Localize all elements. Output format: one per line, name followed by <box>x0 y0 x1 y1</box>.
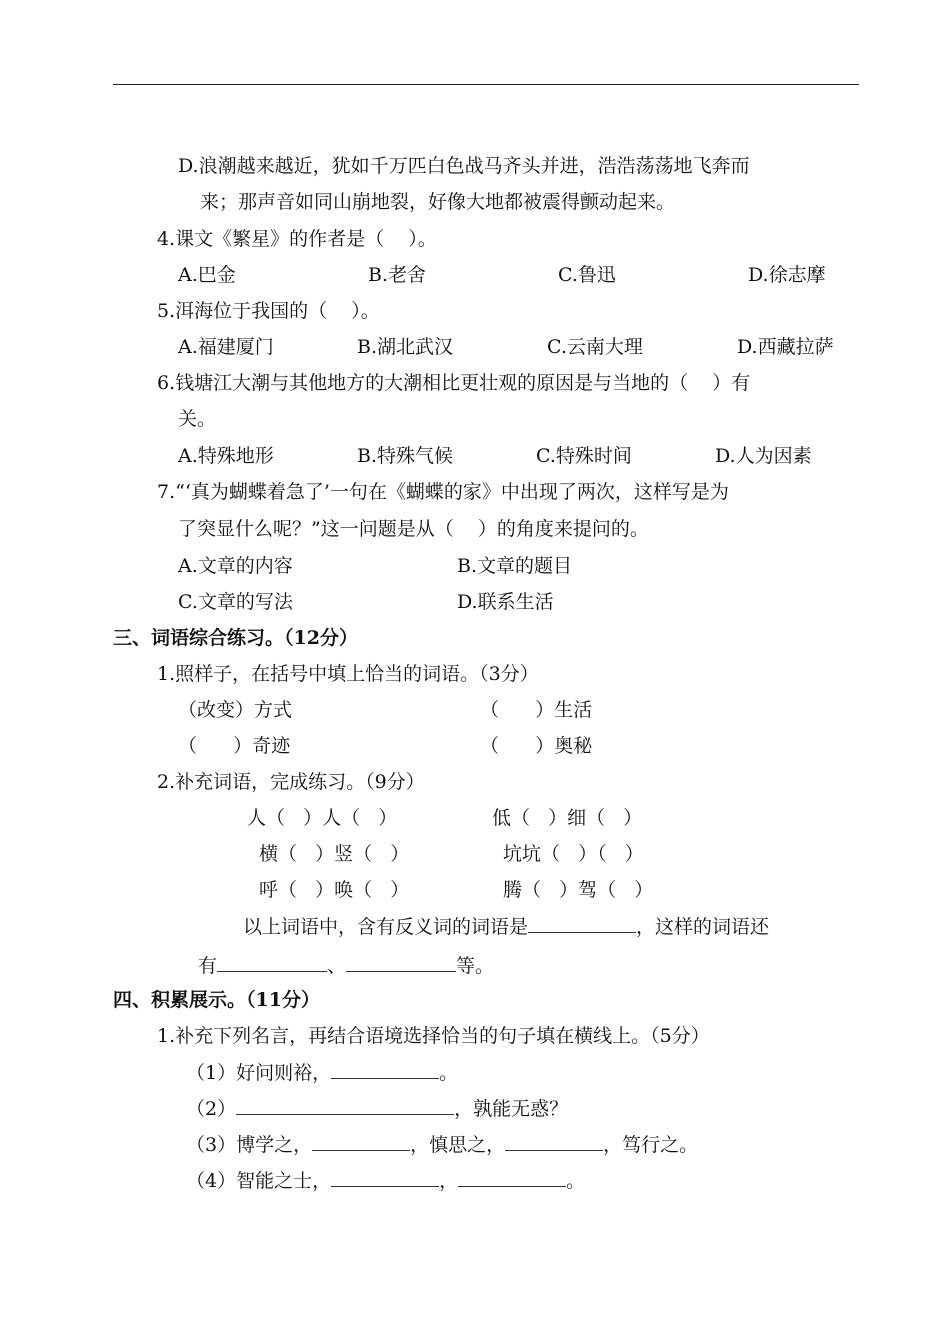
section3-title: 三、词语综合练习。（12分） <box>113 627 358 649</box>
section3-p1-stem: 1.照样子，在括号中填上恰当的词语。（3分） <box>157 663 539 685</box>
item4-sep: ， <box>439 1170 459 1192</box>
q7-option-d: D.联系生活 <box>457 591 554 613</box>
q5-option-d: D.西藏拉萨 <box>737 336 834 358</box>
answer-blank[interactable] <box>312 1132 410 1151</box>
fill-text-5: 等。 <box>456 955 495 977</box>
idiom-1: 人（ ）人（ ） <box>247 807 398 829</box>
q4-stem: 4.课文《繁星》的作者是（ ）。 <box>157 228 437 250</box>
q7-stem-line1: 7.“‘真为蝴蝶着急了’一句在《蝴蝶的家》中出现了两次，这样写是为 <box>157 481 729 503</box>
q4-option-a: A.巴金 <box>178 264 236 286</box>
answer-blank[interactable] <box>217 953 327 972</box>
q7-option-b: B.文章的题目 <box>457 555 573 577</box>
section4-item4 <box>186 1168 585 1193</box>
q4-option-d: D.徐志摩 <box>748 264 826 286</box>
item3-end: ，笃行之。 <box>603 1134 699 1156</box>
item1-text: （1）好问则裕， <box>186 1062 332 1084</box>
idiom-2: 低（ ）细（ ） <box>492 807 643 829</box>
section3-p1-row1-left: （改变）方式 <box>178 699 293 721</box>
q7-option-c: C.文章的写法 <box>178 591 293 613</box>
section3-fill-line1 <box>243 914 769 939</box>
answer-blank[interactable] <box>346 953 456 972</box>
q6-option-c: C.特殊时间 <box>536 445 632 467</box>
section4-item1 <box>186 1060 458 1085</box>
fill-text-1: 以上词语中，含有反义词的词语是 <box>243 916 529 938</box>
item2-text: （2） <box>186 1098 237 1120</box>
item3-text: （3）博学之， <box>186 1134 313 1156</box>
idiom-3: 横（ ）竖（ ） <box>259 843 410 865</box>
section4-p1-stem: 1.补充下列名言，再结合语境选择恰当的句子填在横线上。（5分） <box>157 1025 710 1047</box>
answer-blank[interactable] <box>331 1060 439 1079</box>
section4-title: 四、积累展示。（11分） <box>113 989 320 1011</box>
q3-option-d-line1: D.浪潮越来越近，犹如千万匹白色战马齐头并进，浩浩荡荡地飞奔而 <box>178 155 750 177</box>
answer-blank[interactable] <box>236 1096 454 1115</box>
q6-option-b: B.特殊气候 <box>357 445 454 467</box>
answer-blank[interactable] <box>528 914 636 933</box>
idiom-5: 呼（ ）唤（ ） <box>259 879 410 901</box>
q6-option-a: A.特殊地形 <box>178 445 274 467</box>
answer-blank[interactable] <box>331 1168 439 1187</box>
item1-end: 。 <box>439 1062 459 1084</box>
section3-p1-row2-right: （ ）奥秘 <box>480 735 593 757</box>
q5-option-b: B.湖北武汉 <box>357 336 454 358</box>
section3-p1-row2-left: （ ）奇迹 <box>178 735 291 757</box>
q6-option-d: D.人为因素 <box>715 445 812 467</box>
q3-option-d-line2: 来；那声音如同山崩地裂，好像大地都被震得颤动起来。 <box>200 191 676 213</box>
section4-item3 <box>186 1132 698 1157</box>
q4-option-c: C.鲁迅 <box>558 264 616 286</box>
fill-text-2: ，这样的词语还 <box>636 916 770 938</box>
idiom-6: 腾（ ）驾（ ） <box>503 879 654 901</box>
q6-stem-line1: 6.钱塘江大潮与其他地方的大潮相比更壮观的原因是与当地的（ ）有 <box>157 372 751 394</box>
idiom-4: 坑坑（ ）（ ） <box>503 843 644 865</box>
item2-end: ，孰能无惑？ <box>454 1098 569 1120</box>
section3-fill-line2 <box>198 953 494 978</box>
fill-text-3: 有 <box>198 955 218 977</box>
item4-text: （4）智能之士， <box>186 1170 332 1192</box>
section4-item2 <box>186 1096 568 1121</box>
q4-option-b: B.老舍 <box>368 264 427 286</box>
answer-blank[interactable] <box>505 1132 603 1151</box>
q7-option-a: A.文章的内容 <box>178 555 293 577</box>
q5-option-c: C.云南大理 <box>547 336 643 358</box>
answer-blank[interactable] <box>458 1168 566 1187</box>
item4-end: 。 <box>566 1170 586 1192</box>
q5-stem: 5.洱海位于我国的（ ）。 <box>157 300 380 322</box>
q6-stem-line2: 关。 <box>178 408 217 430</box>
section3-p2-stem: 2.补充词语，完成练习。（9分） <box>157 771 425 793</box>
fill-text-4: 、 <box>327 955 347 977</box>
section3-p1-row1-right: （ ）生活 <box>480 699 593 721</box>
item3-mid: ，慎思之， <box>410 1134 506 1156</box>
header-rule <box>113 84 859 85</box>
q5-option-a: A.福建厦门 <box>178 336 274 358</box>
q7-stem-line2: 了突显什么呢？”这一问题是从（ ）的角度来提问的。 <box>178 518 649 540</box>
